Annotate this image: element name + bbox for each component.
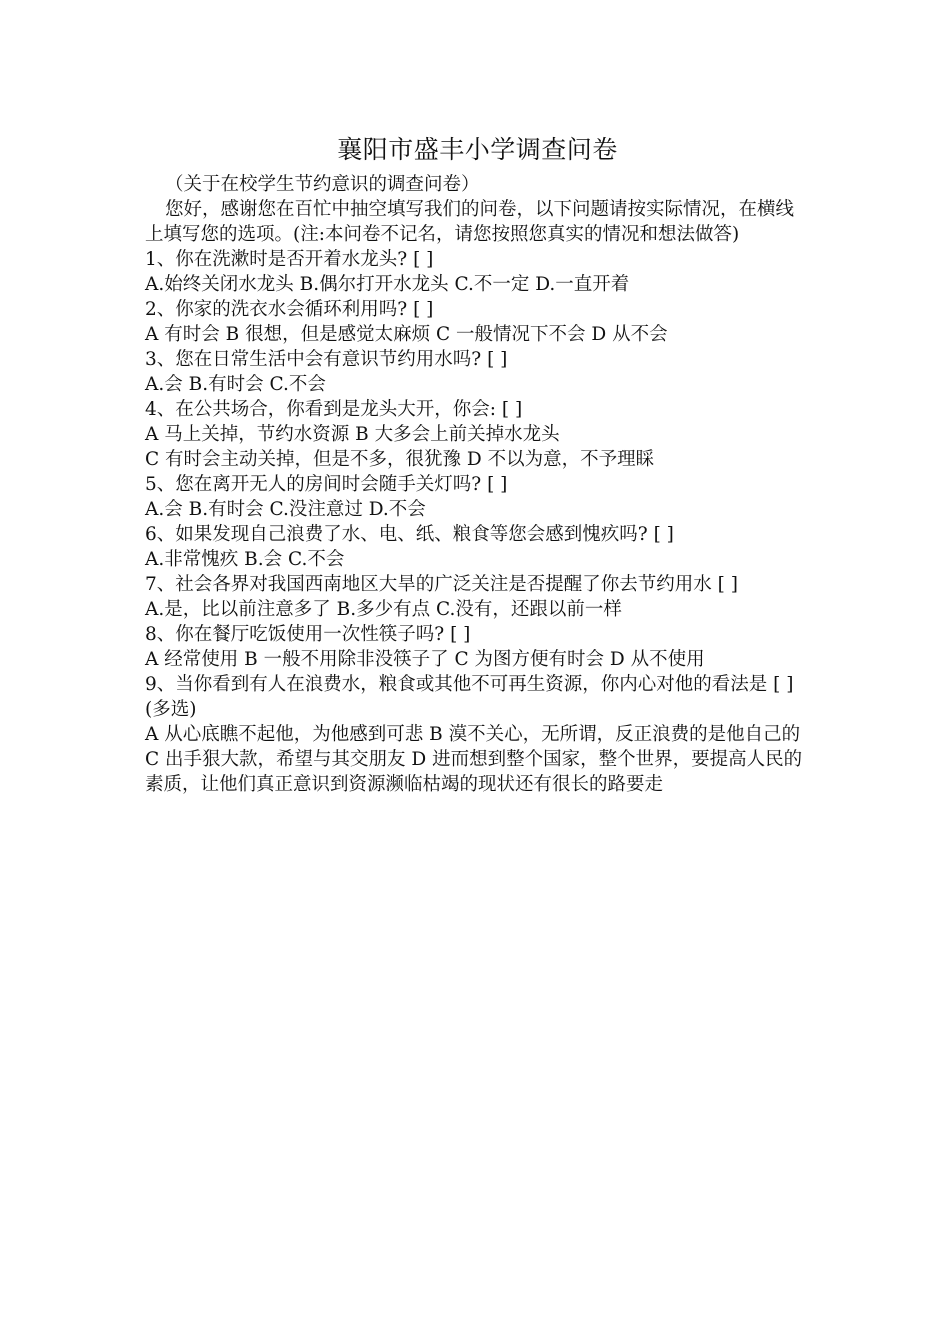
question-7: 7、社会各界对我国西南地区大旱的广泛关注是否提醒了你去节约用水 [ ] (145, 574, 738, 595)
answer-options-3: A.会 B.有时会 C.不会 (145, 374, 326, 395)
answer-options-9b: C 出手狠大款，希望与其交朋友 D 进而想到整个国家，整个世界，要提高人民的素质，让他们真正意识到资源濒临枯竭的现状还有很长的路要走 (145, 749, 803, 795)
intro-paragraph: 您好，感谢您在百忙中抽空填写我们的问卷，以下问题请按实际情况，在横线上填写您的选项。(注:本问卷不记名，请您按照您真实的情况和想法做答) (145, 199, 795, 245)
document-body (145, 132, 810, 797)
question-9: 9、当你看到有人在浪费水，粮食或其他不可再生资源，你内心对他的看法是 [ ](多选) (145, 674, 794, 720)
answer-options-5: A.会 B.有时会 C.没注意过 D.不会 (145, 499, 426, 520)
answer-options-6: A.非常愧疚 B.会 C.不会 (145, 549, 345, 570)
answer-options-4a: A 马上关掉，节约水资源 B 大多会上前关掉水龙头 (145, 424, 560, 445)
document-subtitle: （关于在校学生节约意识的调查问卷） (165, 174, 480, 195)
answer-options-1: A.始终关闭水龙头 B.偶尔打开水龙头 C.不一定 D.一直开着 (145, 274, 630, 295)
answer-options-4b: C 有时会主动关掉，但是不多，很犹豫 D 不以为意，不予理睬 (145, 449, 655, 470)
question-1: 1、你在洗漱时是否开着水龙头? [ ] (145, 249, 434, 270)
answer-options-8: A 经常使用 B 一般不用除非没筷子了 C 为图方便有时会 D 从不使用 (145, 649, 705, 670)
question-3: 3、您在日常生活中会有意识节约用水吗? [ ] (145, 349, 508, 370)
question-5: 5、您在离开无人的房间时会随手关灯吗? [ ] (145, 474, 508, 495)
answer-options-9a: A 从心底瞧不起他，为他感到可悲 B 漠不关心，无所谓，反正浪费的是他自己的 (145, 724, 801, 745)
question-2: 2、你家的洗衣水会循环利用吗? [ ] (145, 299, 434, 320)
answer-options-7: A.是，比以前注意多了 B.多少有点 C.没有，还跟以前一样 (145, 599, 622, 620)
answer-options-2: A 有时会 B 很想，但是感觉太麻烦 C 一般情况下不会 D 从不会 (145, 324, 668, 345)
question-6: 6、如果发现自己浪费了水、电、纸、粮食等您会感到愧疚吗? [ ] (145, 524, 674, 545)
document-title: 襄阳市盛丰小学调查问卷 (337, 135, 618, 164)
question-4: 4、在公共场合，你看到是龙头大开，你会: [ ] (145, 399, 523, 420)
question-8: 8、你在餐厅吃饭使用一次性筷子吗? [ ] (145, 624, 471, 645)
